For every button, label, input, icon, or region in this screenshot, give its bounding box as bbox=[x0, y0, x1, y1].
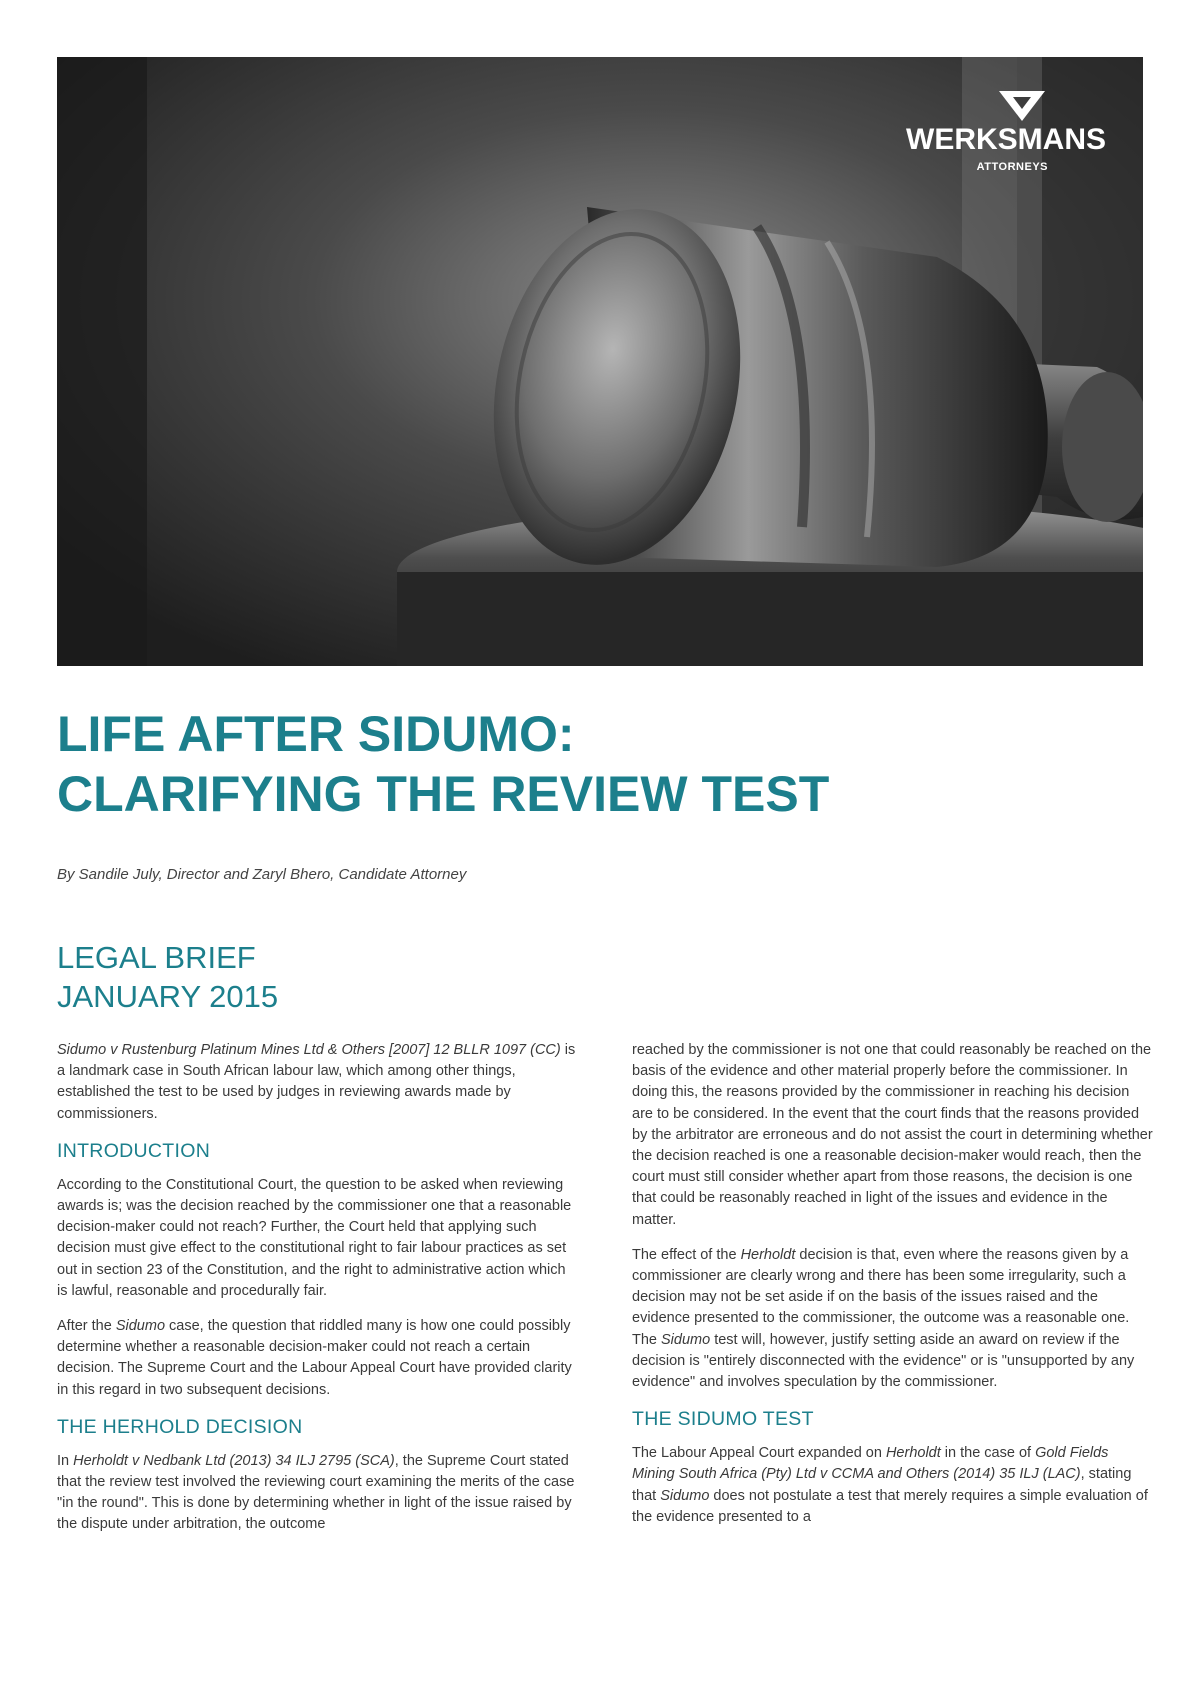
paragraph: According to the Constitutional Court, the question to be asked when reviewing awards is; was the decision reached by the commissioner one that a reasonable decision-maker could not reach? Further, the Court held that applying such decision must give effect to the constitutional right to fair labour practices as set out in section 23 of the Constitution, and the right to administrative action which is lawful, reasonable and procedurally fair. bbox=[57, 1176, 572, 1299]
paragraph-text: The effect of the bbox=[632, 1246, 741, 1263]
brief-line-2: JANUARY 2015 bbox=[57, 979, 279, 1014]
hero-image bbox=[57, 57, 1143, 666]
paragraph bbox=[632, 1443, 1154, 1528]
byline: By Sandile July, Director and Zaryl Bhero, Candidate Attorney bbox=[57, 866, 467, 883]
paragraph-text: test will, however, justify setting aside an award on review if the decision is "entirely disconnected with the evidence" or is "unsupported by any evidence" and involves speculation by the commissioner. bbox=[632, 1331, 1135, 1391]
paragraph: reached by the commissioner is not one that could reasonably be reached on the basis of the evidence and other material properly before the commissioner. In doing this, the reasons provided by the commissioner in reaching his decision are to be considered. In the event that the court finds that the reasons provided by the arbitrator are erroneous and do not assist the court in determining whether the decision reached is one a reasonable decision-maker would reach, then the court must still consider whether apart from those reasons, the decision is one that could be reasonably reached in light of the issues and evidence in the matter. bbox=[632, 1042, 1153, 1228]
paragraph-text: , stating that bbox=[632, 1466, 1132, 1504]
page-title bbox=[57, 704, 829, 824]
case-citation: Sidumo bbox=[660, 1487, 710, 1504]
logo-name: WERKSMANS bbox=[906, 123, 1106, 156]
paragraph-text: The Labour Appeal Court expanded on bbox=[632, 1445, 886, 1462]
left-column bbox=[57, 1040, 577, 1550]
paragraph-text: In bbox=[57, 1452, 74, 1469]
case-citation: Herholdt bbox=[740, 1246, 796, 1263]
brief-line-1: LEGAL BRIEF bbox=[57, 940, 256, 975]
paragraph-text: is a landmark case in South African labour law, which among other things, established the test to be used by judges in reviewing awards made by commissioners. bbox=[57, 1042, 576, 1122]
paragraph-text: case, the question that riddled many is how one could possibly determine whether a reasonable decision-maker could not reach a certain decision. The Supreme Court and the Labour Appeal Court have provided clarity in this regard in two subsequent decisions. bbox=[57, 1318, 572, 1398]
section-heading-introduction: INTRODUCTION bbox=[57, 1139, 211, 1162]
case-citation: Sidumo bbox=[661, 1331, 711, 1348]
case-citation: Herholdt v Nedbank Ltd (2013) 34 ILJ 2795 (SCA) bbox=[73, 1452, 395, 1469]
paragraph bbox=[57, 1040, 577, 1125]
paragraph bbox=[632, 1245, 1154, 1393]
paragraph-text: in the case of bbox=[940, 1445, 1036, 1462]
gavel-photo-icon bbox=[57, 57, 1143, 666]
logo-sub: ATTORNEYS bbox=[976, 161, 1048, 173]
right-column bbox=[632, 1040, 1154, 1542]
section-heading-herhold: THE HERHOLD DECISION bbox=[57, 1415, 303, 1438]
brief-heading bbox=[57, 938, 278, 1016]
section-heading-sidumo-test: THE SIDUMO TEST bbox=[632, 1408, 814, 1431]
paragraph-text: After the bbox=[57, 1318, 116, 1335]
paragraph-text: decision is that, even where the reasons given by a commissioner are clearly wrong and there has been some irregularity, such a decision may not be set aside if on the basis of the issues raised and the evidence presented to the commissioner, the outcome was a reasonable one. The bbox=[632, 1246, 1130, 1348]
paragraph bbox=[57, 1316, 577, 1401]
case-citation: Gold Fields Mining South Africa (Pty) Ltd v CCMA and Others (2014) 35 ILJ (LAC) bbox=[632, 1445, 1109, 1483]
case-citation: Sidumo v Rustenburg Platinum Mines Ltd & Others [2007] 12 BLLR 1097 (CC) bbox=[57, 1042, 561, 1058]
case-citation: Sidumo bbox=[115, 1318, 166, 1335]
case-citation: Herholdt bbox=[885, 1445, 941, 1462]
paragraph-text: does not postulate a test that merely requires a simple evaluation of the evidence presented to a bbox=[632, 1487, 1148, 1525]
title-line-1: LIFE AFTER SIDUMO: bbox=[57, 706, 575, 762]
paragraph-text: , the Supreme Court stated that the review test involved the reviewing court examining the merits of the case "in the round". This is done by determining whether in light of the issue raised by the dispute under arbitration, the outcome bbox=[57, 1452, 575, 1533]
paragraph bbox=[57, 1451, 577, 1536]
title-line-2: CLARIFYING THE REVIEW TEST bbox=[57, 766, 830, 822]
